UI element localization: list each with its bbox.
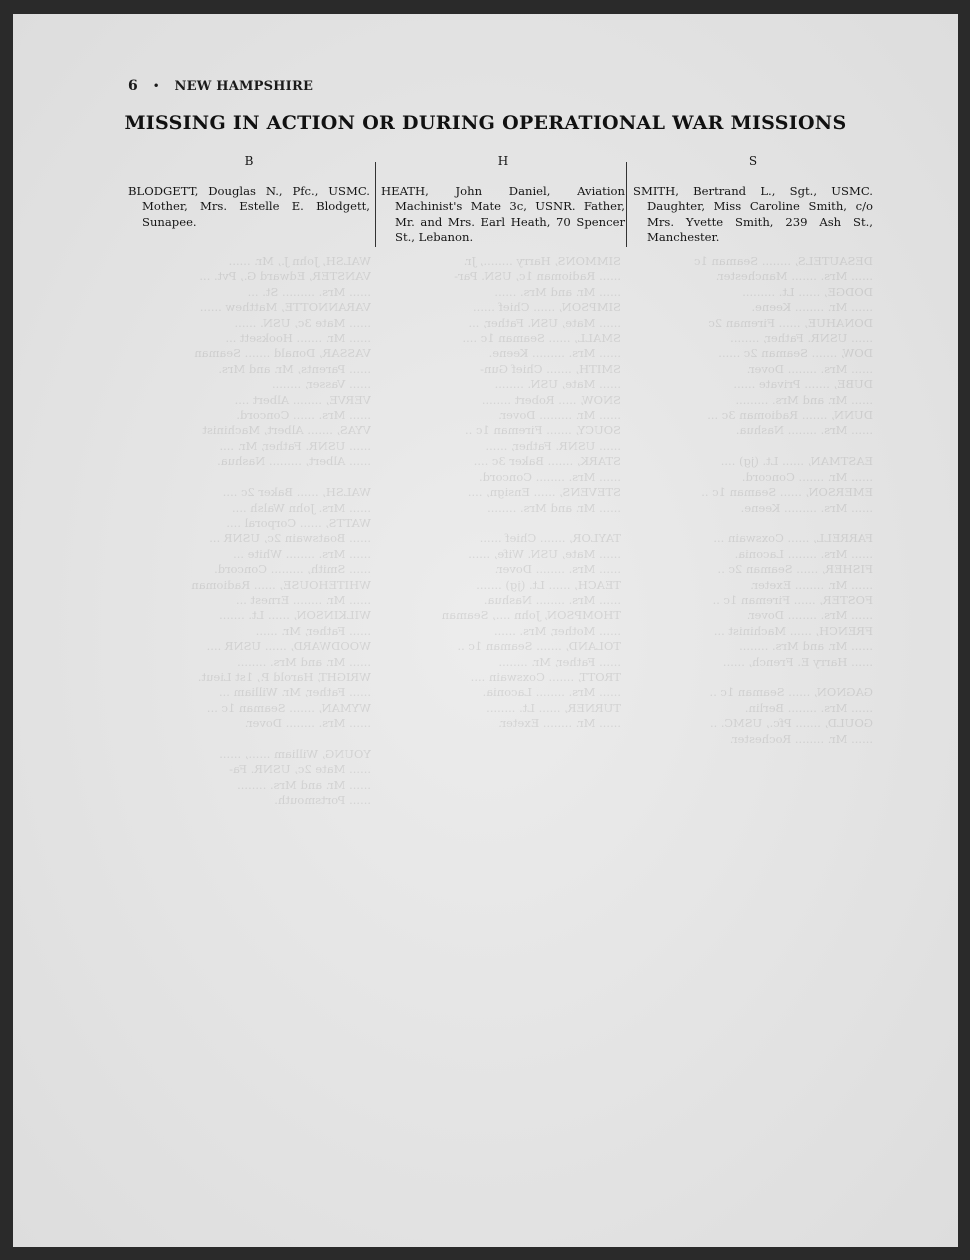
casualty-entry: SMITH, Bertrand L., Sgt., USMC. Daughter, Miss Caroline Smith, c/o Mrs. Yvette Smith, 239 Ash St., Manchester. xyxy=(633,183,873,245)
document-page xyxy=(13,14,958,1247)
page-number: 6 xyxy=(128,78,138,94)
bleed-through-text-right: DESAUTELS, ........ Seaman 1c ...... Mrs. ....... Manchester. DODGE, ...... Lt. ......... ...... Mr. ........ Keene. DONAHUE, ...... Fireman 2c ...... USNR. Father, ........ DOW, ....... Seaman 2c ...... ...... Mrs. ........ Dover. DUBE, ....... Private ...... ...... Mr. and Mrs. ......... DUNN, ....... Radioman 3c ... ...... Mrs. ........ Nashua. EASTMAN, ...... Lt. (jg) .... ...... Mr. ....... Concord. EMERSON, ...... Seaman 1c .. ...... Mrs. ......... Keene. FARRELL, ...... Coxswain ... ...... Mrs. ........ Laconia. FISHER, ...... Seaman 2c .. ...... Mr. ........ Exeter. FOSTER, ...... Fireman 1c .. ...... Mrs. ........ Dover. FRENCH, ...... Machinist ... ...... Mr. and Mrs. ........ ...... Harry E. French, ...... GAGNON, ...... Seaman 1c .. ...... Mrs. ........ Berlin. GOULD, ....... Pfc., USMC. .. ...... Mr. ........ Rochester. xyxy=(694,254,873,746)
column-divider xyxy=(626,162,627,247)
bullet-separator: • xyxy=(152,79,160,93)
section-letter: S xyxy=(748,154,758,168)
column-divider xyxy=(375,162,376,247)
casualty-entry: BLODGETT, Douglas N., Pfc., USMC. Mother, Mrs. Estelle E. Blodgett, Sunapee. xyxy=(128,183,370,229)
running-header xyxy=(128,78,313,94)
column-s xyxy=(633,154,873,246)
bleed-through-text-left: WALSH, John J., Mr. ...... VANSTER, Edward G., Pvt. ... ...... Mrs. ......... St. ... VARANNOTTE, Matthew ...... ...... Mate 3c, USN. ...... ...... Mr. ....... Hooksett ... VASSAR, Donald ....... Seaman ...... Parents, Mr. and Mrs. ...... Vasser, ........ VERVE, ........ Albert .... ...... Mrs. ...... Concord. VYAS, ....... Albert, Machinist ...... USNR. Father, Mr. .... ...... Albert, ......... Nashua. WALSH, ...... Baker 2c .... ...... Mrs. John Walsh .... WATTS, ...... Corporal .... ...... Boatswain 2c, USNR ... ...... Mrs. ........ White ... ...... Smith, ......... Concord. WHITEHOUSE, ...... Radioman ...... Mr. ........ Ernest ... WILKINSON, ...... Lt. ....... ...... Father, Mr. ...... WOODWARD, ...... USNR .... ...... Mr. and Mrs. ........ WRIGHT, Harold P., 1st Lieut. ...... Father, Mr. William ... WYMAN, ....... Seaman 1c ... ...... Mrs. ........ Dover. YOUNG, William ......, ...... ...... Mate 2c, USNR. Fa- ...... Mr. and Mrs. ........ ...... Portsmouth. xyxy=(191,254,371,808)
bleed-through-text-center: SIMMONS, Harry ........, Jr. ...... Radioman 1c, USN. Par- ...... Mr. and Mrs. ...... SIMPSON, ...... Chief ...... ...... Mate, USN. Father, ... SMALL, ...... Seaman 1c .... ...... Mrs. ......... Keene. SMITH, ....... Chief Gun- ...... Mate, USN. ........ SNOW, ..... Robert ........ ...... Mr. ......... Dover. SOUCY, ....... Fireman 1c .. ...... USNR. Father, ...... STARK, ....... Baker 3c .... ...... Mrs. ........ Concord. STEVENS, ...... Ensign, .... ...... Mr. and Mrs. ........ TAYLOR, ....... Chief ...... ...... Mate, USN. Wife, ...... ...... Mrs. ........ Dover. TEACH, ...... Lt. (jg) ....... ...... Mrs. ........ Nashua. THOMPSON, John ...., Seaman ...... Mother, Mrs. ...... TOLAND, ....... Seaman 1c .. ...... Father, Mr. ........ TROTT, ....... Coxswain .... ...... Mrs. ........ Laconia. TURNER, ...... Lt. ........ ...... Mr. ........ Exeter. xyxy=(441,254,621,731)
column-b xyxy=(128,154,370,230)
page-title: MISSING IN ACTION OR DURING OPERATIONAL WAR MISSIONS xyxy=(124,112,847,134)
column-h xyxy=(381,154,625,246)
section-letter: B xyxy=(244,154,254,168)
section-letter: H xyxy=(497,154,509,168)
state-name: NEW HAMPSHIRE xyxy=(174,79,314,94)
casualty-entry: HEATH, John Daniel, Aviation Machinist's Mate 3c, USNR. Father, Mr. and Mrs. Earl Heath, 70 Spencer St., Lebanon. xyxy=(381,183,625,245)
